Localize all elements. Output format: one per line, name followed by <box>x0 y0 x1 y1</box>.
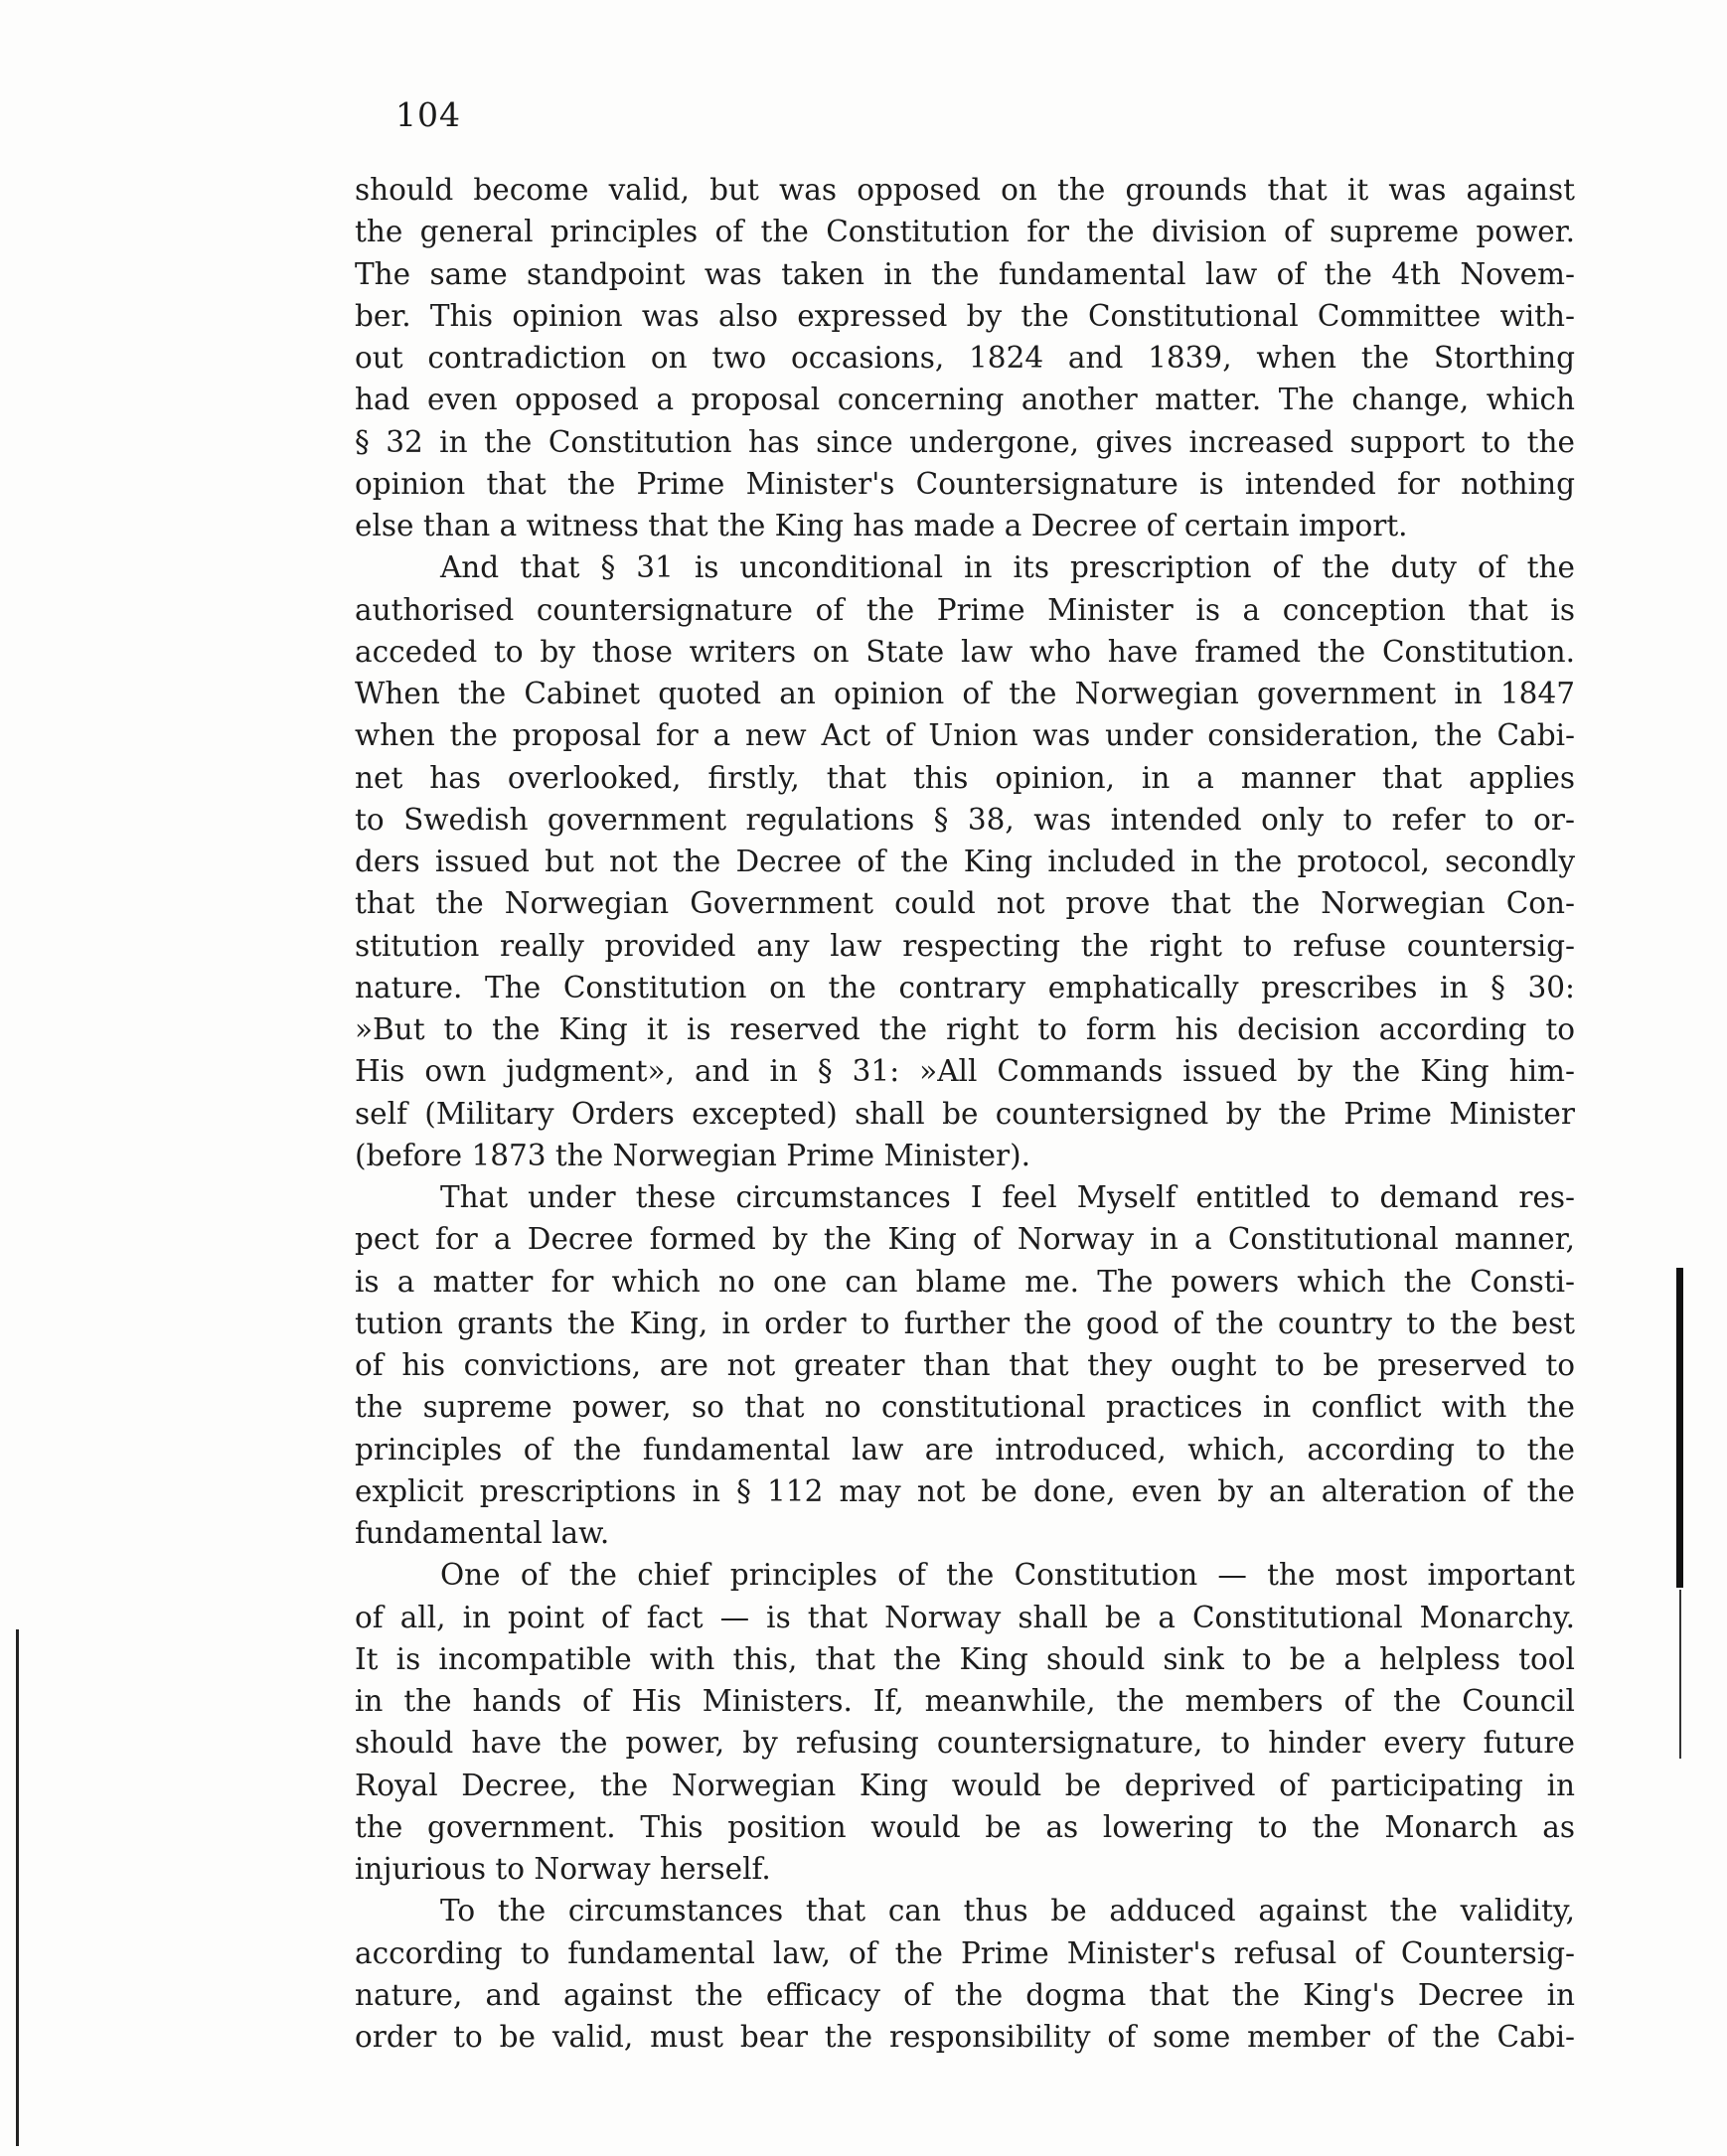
text-line: And that § 31 is unconditional in its prescription of the duty of the <box>440 550 1575 585</box>
text-line: in the hands of His Ministers. If, meanwhile, the members of the Council <box>355 1684 1575 1718</box>
text-line: nature. The Constitution on the contrary emphatically prescribes in § 30: <box>355 970 1575 1004</box>
text-line: tution grants the King, in order to further the good of the country to the best <box>355 1306 1575 1340</box>
text-line: injurious to Norway herself. <box>355 1852 771 1886</box>
text-line: that the Norwegian Government could not prove that the Norwegian Con- <box>355 886 1575 921</box>
text-line: according to fundamental law, of the Prime Minister's refusal of Countersig- <box>355 1935 1575 1970</box>
scan-mark-right-thin <box>1679 1590 1681 1759</box>
text-line: else than a witness that the King has made a Decree of certain import. <box>355 509 1408 542</box>
text-line: principles of the fundamental law are introduced, which, according to the <box>355 1432 1575 1466</box>
text-line: of his convictions, are not greater than that they ought to be preserved to <box>355 1348 1575 1382</box>
text-line: of all, in point of fact — is that Norway shall be a Constitutional Monarchy. <box>355 1600 1575 1634</box>
text-line: (before 1873 the Norwegian Prime Minister). <box>355 1138 1030 1172</box>
text-line: the general principles of the Constitution for the division of supreme power. <box>355 215 1575 249</box>
scan-mark-left <box>16 1629 19 2146</box>
text-line: should have the power, by refusing countersignature, to hinder every future <box>355 1726 1575 1761</box>
text-line: to Swedish government regulations § 38, was intended only to refer to or- <box>355 802 1575 837</box>
text-line: § 32 in the Constitution has since undergone, gives increased support to the <box>355 424 1575 459</box>
text-line: authorised countersignature of the Prime Minister is a conception that is <box>355 592 1575 627</box>
text-line: had even opposed a proposal concerning another matter. The change, which <box>355 383 1575 417</box>
text-line: order to be valid, must bear the responsibility of some member of the Cabi- <box>355 2020 1575 2054</box>
text-line: Royal Decree, the Norwegian King would be deprived of participating in <box>355 1768 1575 1802</box>
text-line: To the circumstances that can thus be adduced against the validity, <box>440 1894 1575 1928</box>
text-line: out contradiction on two occasions, 1824 and 1839, when the Storthing <box>355 341 1575 375</box>
text-line: net has overlooked, firstly, that this opinion, in a manner that applies <box>355 760 1575 795</box>
text-line: »But to the King it is reserved the right to form his decision according to <box>355 1012 1575 1046</box>
text-line: ber. This opinion was also expressed by the Constitutional Committee with- <box>355 298 1575 333</box>
page-number: 104 <box>395 95 461 134</box>
text-line: stitution really provided any law respecting the right to refuse countersig- <box>355 928 1575 963</box>
text-line: fundamental law. <box>355 1516 610 1550</box>
text-line: The same standpoint was taken in the fundamental law of the 4th Novem- <box>355 256 1575 291</box>
text-line: One of the chief principles of the Constitution — the most important <box>440 1558 1575 1593</box>
text-line: explicit prescriptions in § 112 may not be done, even by an alteration of the <box>355 1473 1575 1508</box>
text-line: That under these circumstances I feel Myself entitled to demand res- <box>440 1180 1575 1214</box>
text-line: when the proposal for a new Act of Union was under consideration, the Cabi- <box>355 718 1575 753</box>
text-line: nature, and against the efficacy of the dogma that the King's Decree in <box>355 1977 1575 2012</box>
body-text <box>355 169 1575 2058</box>
text-line: the supreme power, so that no constitutional practices in conflict with the <box>355 1390 1575 1425</box>
text-line: self (Military Orders excepted) shall be countersigned by the Prime Minister <box>355 1096 1575 1131</box>
text-line: When the Cabinet quoted an opinion of the Norwegian government in 1847 <box>355 677 1575 710</box>
scan-mark-right <box>1676 1268 1683 1588</box>
text-line: acceded to by those writers on State law who have framed the Constitution. <box>355 634 1575 669</box>
text-line: ders issued but not the Decree of the King included in the protocol, secondly <box>355 845 1575 878</box>
text-line: His own judgment», and in § 31: »All Commands issued by the King him- <box>355 1054 1575 1089</box>
text-line: It is incompatible with this, that the King should sink to be a helpless tool <box>355 1641 1575 1676</box>
text-line: is a matter for which no one can blame me. The powers which the Consti- <box>355 1264 1575 1299</box>
text-line: the government. This position would be as lowering to the Monarch as <box>355 1809 1575 1844</box>
text-line: opinion that the Prime Minister's Countersignature is intended for nothing <box>355 466 1575 501</box>
text-line: pect for a Decree formed by the King of Norway in a Constitutional manner, <box>355 1222 1575 1257</box>
text-line: should become valid, but was opposed on the grounds that it was against <box>355 173 1575 207</box>
